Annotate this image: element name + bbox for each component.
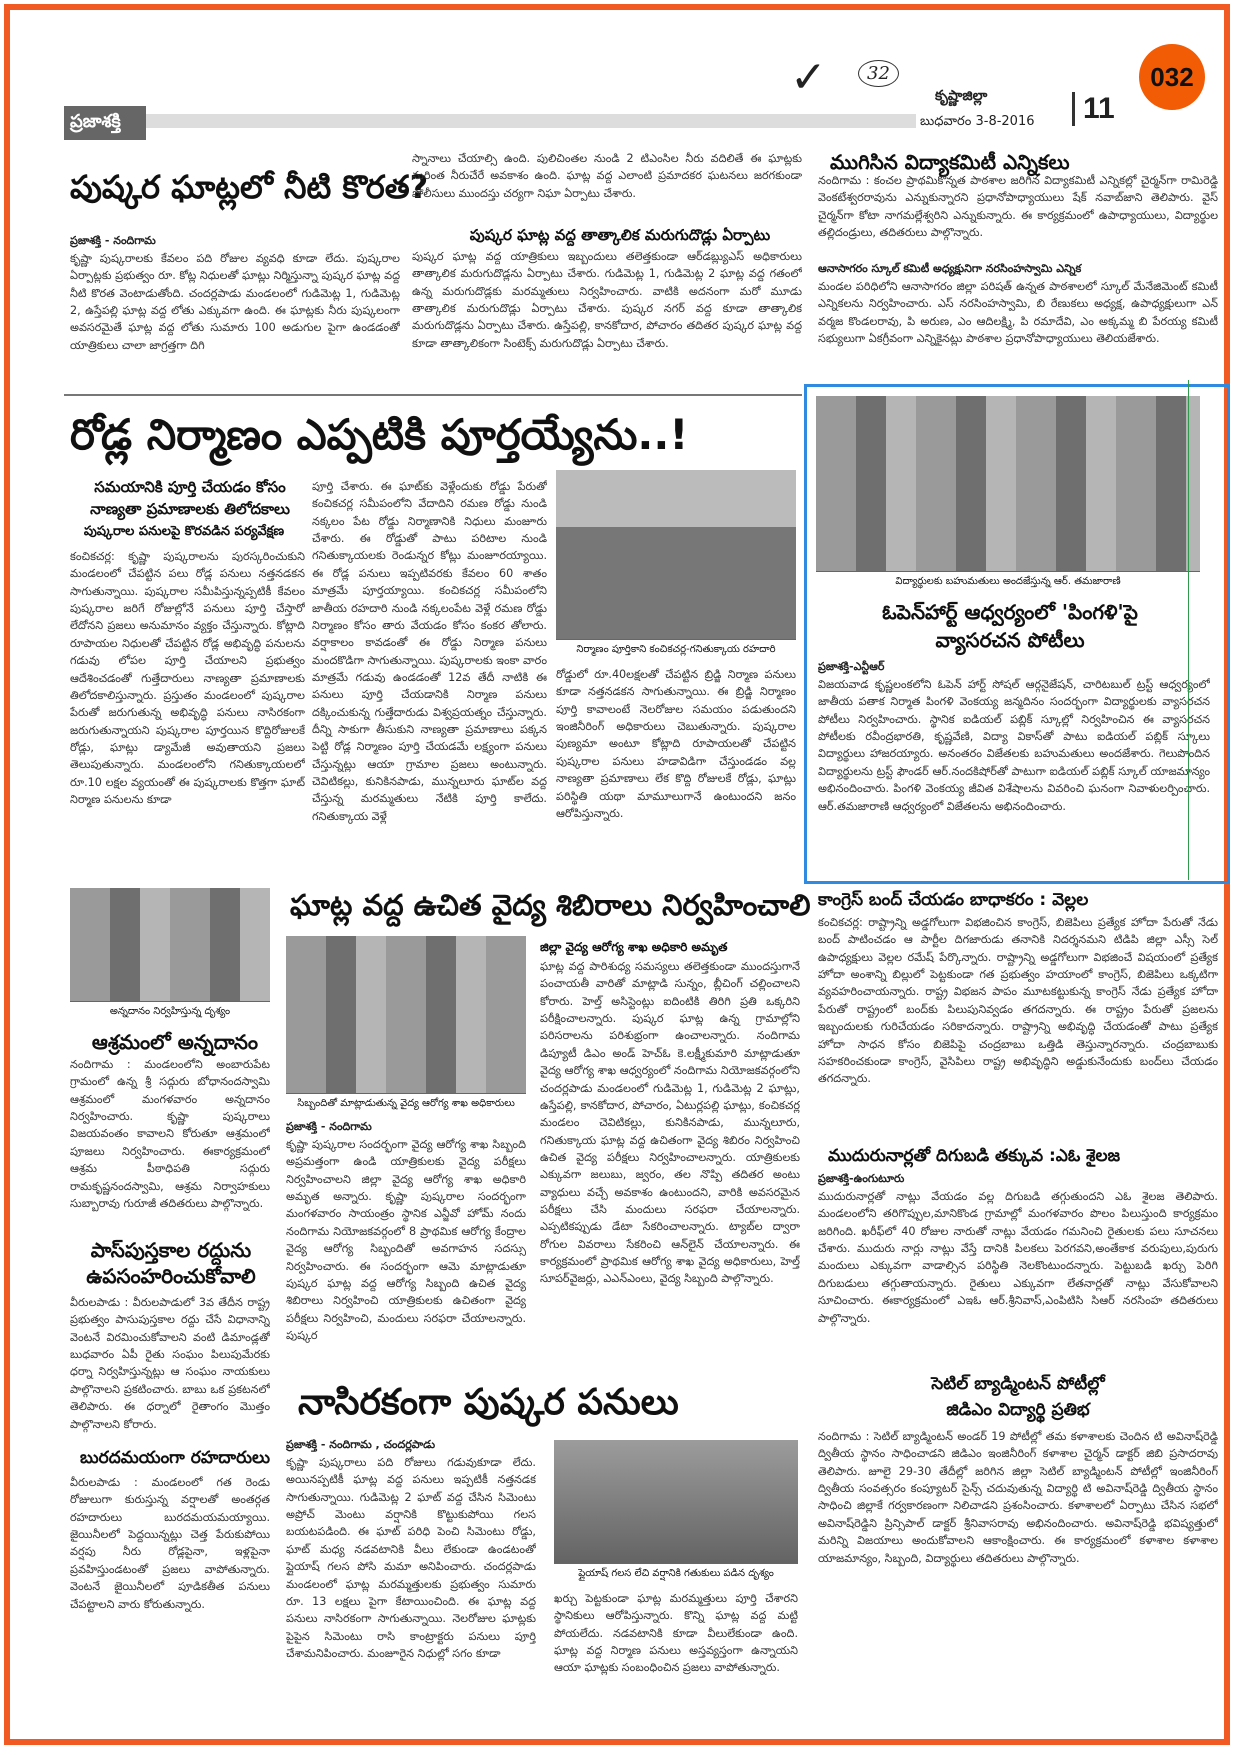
dateline: ప్రజాశక్తి-ఎన్టీఆర్ xyxy=(818,660,885,673)
article-body: నందిగామ : కంచల ప్రాథమికోన్నత పాఠశాల జరిగిన విద్యాకమిటీ ఎన్నికల్లో చైర్మన్‌గా రామిరెడ్డి వెంకటేశ్వరరావును ఎన్నుకున్నారని ప్రధానోపాధ్యాయులు షేక్ నవాబ్‌జాని తెలిపారు. వైస్ చైర్మన్‌గా కోటా నాగమల్లేశ్వరిని ఎన్నుకున్నారు. ఈ కార్యక్రమంలో ఉపాధ్యాయులు, విద్యార్థుల తల్లిదండ్రులు, తదితరులు పాల్గొన్నారు. xyxy=(818,174,1218,240)
dateline: ప్రజాశక్తి - నందిగామ xyxy=(70,234,156,247)
article-body: కంచికచర్ల: రాష్ట్రాన్ని అడ్డగోలుగా విభజించిన కాంగ్రెస్, బిజెపిలు ప్రత్యేక హోదా పేరుతో నేడు బంద్ పాటించడం ఆ పార్టీల దిగజారుడు తనానికి నిదర్శనమని టిడిపి జిల్లా ఎస్సీ సెల్ ఉపాధ్యక్షులు వెల్లల రమేష్ పేర్కొన్నారు. రాష్ట్రాన్ని అడ్డగోలుగా విభజించే విషయంలో ప్రత్యేక హోదా అంశాన్ని బిల్లులో పెట్టకుండా గత ప్రభుత్వం హయాంలో కాంగ్రెస్, బిజెపిలు ఒక్కటిగా వ్యవహరించాయన్నారు. రాష్ట్ర విభజన పాపం మూటకట్టుకున్న కాంగ్రెస్ నేడు ప్రత్యేక హోదా పేరుతో రాష్ట్రంలో బంద్‌కు పిలుపునివ్వడం తగదన్నారు. ఈ రాష్ట్రం పేరుతో ప్రజలను ఇబ్బందులకు గురిచేయడం సరికాదన్నారు. రాష్ట్రాన్ని అభివృద్ధి చేయడంతో పాటు ప్రత్యేక హోదా సాధన కోసం బిజెపిపై చంద్రబాబు ఒత్తిడి తెస్తున్నారన్నారు. చంద్రబాబుకు సహకరించకుండా కాంగ్రెస్, వైసిపిలు రాష్ట్ర అభివృద్ధిని అడ్డుకునేందుకు బంద్‌లు చేయడం తగదన్నారు. xyxy=(818,916,1218,1086)
deck-line: నాణ్యతా ప్రమాణాలకు తిలోదకాలు xyxy=(90,500,290,518)
masthead-district: కృష్ణాజిల్లా xyxy=(935,88,988,104)
divider xyxy=(64,394,802,396)
headline-badminton: సెటిల్ బ్యాడ్మింటన్ పోటీల్లో xyxy=(931,1374,1105,1394)
masthead-date: బుధవారం 3-8-2016 xyxy=(920,114,1035,129)
photo-caption: ప్లైయాష్ గలస లేచి వర్షానికి గతుకులు పడిన దృశ్యం xyxy=(554,1563,798,1584)
photo-caption: సిబ్బందితో మాట్లాడుతున్న వైద్య ఆరోగ్య శాఖ అధికారులు xyxy=(286,1093,526,1114)
dateline: ప్రజాశక్తి - నందిగామ , చందర్లపాడు xyxy=(286,1438,436,1451)
masthead-band xyxy=(146,114,916,128)
handwritten-number: 32 xyxy=(858,60,899,87)
sub-headline: పుష్కర ఘాట్ల వద్ద తాత్కాలిక మరుగుదొడ్లు ఏర్పాటు xyxy=(469,226,771,244)
headline-congress: కాంగ్రెస్ బంద్ చేయడం బాధాకరం : వెల్లల xyxy=(818,890,1089,910)
headline-essay: వ్యాసరచన పోటీలు xyxy=(935,628,1085,652)
dateline: ప్రజాశక్తి - నందిగామ xyxy=(286,1120,372,1133)
article-body: మండల పరిధిలోని ఆనాసాగరం జిల్లా పరిషత్ ఉన్నత పాఠశాలలో స్కూల్ మేనేజిమెంట్ కమిటీ ఎన్నికలను నిర్వహించారు. ఎస్ నరసింహస్వామి, బి రేణుకలు అధ్యక్ష, ఉపాధ్యక్షులుగా ఎన్ వర్మజ కొండలరావు, పి అరుణ, ఎం ఆదిలక్ష్మి, పి రమాదేవి, ఎం అక్కమ్మ బి పేరయ్య కమిటీ సభ్యులుగా ఏకగ్రీవంగా ఎన్నికైనట్లు పాఠశాల ప్రధానోపాధ్యాయులు తెలియజేశారు. xyxy=(818,280,1218,346)
dateline: ప్రజాశక్తి-ఉంగుటూరు xyxy=(818,1172,905,1185)
article-body: కంచికచర్ల: కృష్ణా పుష్కరాలను పురస్కరించుకుని మండలంలో చేపట్టిన పలు రోడ్ల పనులు నత్తనడకన సాగుతున్నాయి. పుష్కరాల సమీపిస్తున్నప్పటికీ కేవలం పుష్కరాల జరిగే రోజుల్లోనే పనులు పూర్తి చేస్తారో లేదోనని ప్రజలు అనుమానం వ్యక్తం చేస్తున్నారు. కోట్లాది రూపాయల నిధులతో చేపట్టిన రోడ్ల అభివృద్ధి పనులను గడువు లోపల పూర్తి చేయాలని ప్రభుత్వం ఆదేశించడంతో గుత్తేదారులు నాణ్యతా ప్రమాణాలకు తిలోదకాలిస్తున్నారు. ప్రస్తుతం మండలంలో పుష్కరాల పేరుతో జరుగుతున్న అభివృద్ధి పనులు నాసిరకంగా జరుగుతున్నాయని పుష్కరాల పూర్తయిన కొద్దిరోజులకే రోడ్లు, ఘాట్లు డ్యామేజీ అవుతాయని ప్రజలు తెలుపుతున్నారు. మండలంలోని గనితుక్కాయలలో రూ.10 లక్షల వ్యయంతో ఈ పుష్కరాలకు కొత్తగా ఘాట్ నిర్మాణ పనులను కూడా xyxy=(70,550,305,807)
deck-line: సమయానికి పూర్తి చేయడం కోసం xyxy=(94,478,286,496)
article-body: ఘాట్ల వద్ద పారిశుధ్య సమస్యలు తలెత్తకుండా ముందస్తుగానే పంచాయతీ వారితో మాట్లాడి సున్నం, బ్లీచింగ్ చల్లించాలని కోరారు. హెల్త్ అసిస్టెంట్లు ఐదింటికి తిరిగి ప్రతి ఒక్కరిని పరీక్షించాలన్నారు. పుష్కర ఘాట్ల ఉన్న గ్రామాల్లోని పరిసరాలను పరిశుభ్రంగా ఉంచాలన్నారు. నందిగామ డిప్యూటీ డిఎం అండ్ హెచ్‌ఓ కె.లక్ష్మీకుమారి మాట్లాడుతూ వైద్య ఆరోగ్య శాఖ ఆధ్వర్యంలో నందిగామ నియోజకవర్గంలోని చందర్లపాడు మండలంలో గుడిమెట్ల 1, గుడిమెట్ల 2 ఘాట్లు, ఉస్తేపల్లి, కానకోదార, పోచారం, ఏటుర్లపల్లి ఘాట్లు, కంచికచర్ల మండలం చెవిటికల్లు, కునికినపాడు, మున్నలూరు, గనితుక్కాయ ఘాట్ల వద్ద ఉచితంగా వైద్య శిబిరం నిర్వహించి ఉచిత వైద్య పరీక్షలు నిర్వహించాలన్నారు. యాత్రికులకు ఎక్కువగా జలుబు, జ్వరం, తల నొప్పి తదితర అంటు వ్యాధులు వచ్చే అవకాశం ఉంటుందని, వారికి అవసరమైన పరీక్షలు చేసి మందులు సరఫరా చేయాలన్నారు. ఎప్పటికప్పుడు డేటా సేకరించాలన్నారు. ట్యాబ్‌ల ద్వారా రోగుల వివరాలు సేకరించి ఆన్‌లైన్ చేయాలన్నారు. ఈ కార్యక్రమంలో ప్రాథమిక ఆరోగ్య శాఖ వైద్య అధికారులు, హెల్త్ సూపర్‌వైజర్లు, ఎఎన్ఎంలు, వైద్య సిబ్బంది పాల్గొన్నారు. xyxy=(540,960,800,1286)
annadanam-photo xyxy=(70,888,270,1022)
article-body: స్నానాలు చేయాల్సి ఉంది. పులిచింతల నుండి 2 టిఎంసిల నీరు వదిలితే ఈ ఘాట్లకు మరింత నీరుచేరే అవకాశం ఉంది. ఘాట్ల వద్ద ఎలాంటి ప్రమాదకర ఘటనలు జరగకుండా పోలీసులు ముందస్తు చర్యగా నిఘా ఏర్పాటు చేశారు. xyxy=(412,152,802,200)
deck-line: పుష్కరాల పనులపై కొరవడిన పర్యవేక్షణ xyxy=(83,524,285,539)
sub-headline: ఆనాసాగరం స్కూల్ కమిటీ అధ్యక్షునిగా నరసింహస్వామి ఎన్నిక xyxy=(818,262,1082,275)
article-body: కృష్ణా పుష్కరాలు పది రోజులు గడువుకూడా లేదు. అయినప్పటికీ ఘాట్ల వద్ద పనులు ఇప్పటికీ నత్తనడక సాగుతున్నాయి. గుడిమెట్ల 2 ఘాట్ వద్ద చేసిన సిమెంటు అప్రోచ్ మెంటు వర్షానికి కొట్టుకుపోయి గలస బయటపడింది. ఈ ఘాట్ పరిధి పెంచి సిమెంటు రోడ్డు, ఘాట్ మధ్య నడవటానికి వీలు లేకుండా ఉండటంతో ప్లైయాష్ గలస పోసి మమా అనిపించారు. చందర్లపాడు మండలంలో ఘాట్ల మరమ్మత్తులకు ప్రభుత్వం సుమారు రూ. 13 లక్షలు పైగా కేటాయించింది. ఈ ఘాట్ల వద్ద పనులు నాసిరకంగా సాగుతున్నాయి. నెలరోజుల ఘాట్లకు పైపైన సిమెంటు రాసి కాంట్రాక్టరు పనులు పూర్తి చేశామనిపించారు. మంజూరైన నిధుల్లో సగం కూడా xyxy=(286,1456,536,1660)
article-body: ఖర్చు పెట్టకుండా ఘాట్ల మరమ్మత్తులు పూర్తి చేశారని స్థానికులు ఆరోపిస్తున్నారు. కొన్ని ఘాట్ల వద్ద మట్టి పోయలేదు. నడవటానికి కూడా వీలులేకుండా ఉంది. ఘాట్ల వద్ద నిర్మాణ పనులు అస్తవ్యస్తంగా ఉన్నాయని ఆయా ఘాట్లకు సంబంధించిన ప్రజలు వాపోతున్నారు. xyxy=(554,1592,798,1675)
headline-poor-quality: నాసిరకంగా పుష్కర పనులు xyxy=(298,1382,679,1423)
article-body: పుష్కర ఘాట్ల వద్ద యాత్రికులు ఇబ్బందులు తలెత్తకుండా ఆర్‌డబ్ల్యుఎస్ అధికారులు తాత్కాలిక మరుగుదొడ్లను ఏర్పాటు చేశారు. గుడిమెట్ల 1, గుడిమెట్ల 2 ఘాట్ల వద్ద గతంలో ఉన్న మరుగుదొడ్లకు మరమ్మతులు నిర్వహించారు. వాటికి అదనంగా మరో మూడు తాత్కాలిక మరుగుదొడ్లు ఏర్పాటు చేశారు. పుష్కర నగర్ వద్ద కూడా తాత్కాలిక మరుగుదొడ్లను ఏర్పాటు చేశారు. ఉస్తేపల్లి, కానకోదార, పోచారం తదితర పుష్కర ఘాట్ల వద్ద కూడా తాత్కాలికంగా సింటెక్స్ మరుగుదొడ్లు ఏర్పాటు చేశారు. xyxy=(412,250,802,350)
handwritten-check-icon: ✓ xyxy=(790,52,827,103)
article-body: కృష్ణా పుష్కరాలకు కేవలం పది రోజుల వ్యవధి కూడా లేదు. పుష్కరాల ఏర్పాట్లకు ప్రభుత్వం రూ. కోట్ల నిధులతో ఘాట్లు నిర్మిస్తున్నా పుష్కర ఘాట్ల వద్ద నీటి కొరత వెంటాడుతోంది. చందర్లపాడు మండలంలో గుడిమెట్ల 1, గుడిమెట్ల 2, ఉస్తేపల్లి ఘాట్ల వద్ద లోతు ఎక్కువగా ఉంది. ఈ ఘాట్లకు నీరు పుష్కలంగా అవసరమైతే ఘాట్ల వద్ద లోతు సుమారు 100 అడుగుల పైగా ఉండడంతో యాత్రికులు చాలా జాగ్రత్తగా దిగి xyxy=(70,252,400,352)
headline-roads: రోడ్ల నిర్మాణం ఎప్పటికి పూర్తయ్యేను..! xyxy=(70,410,689,459)
article-body: విజయవాడ కృష్ణలంకలోని ఓపెన్ హార్ట్ సోషల్ ఆర్గనైజేషన్, చారిటబుల్ ట్రస్ట్ ఆధ్వర్యంలో జాతీయ పతాక నిర్మాత పింగళి వెంకయ్య జన్మదినం సందర్భంగా విద్యార్థులకు వ్యాసరచన పోటీలు నిర్వహించారు. స్థానిక ఐడియల్ పబ్లిక్ స్కూల్లో నిర్వహించిన ఈ వ్యాసరచన పోటీలకు రవీంద్రభారతి, కృష్ణవేణి, విద్యా వికాస్‌తో పాటు ఐడియల్ పబ్లిక్ స్కూలు విద్యార్థులు హాజరయ్యారు. అనంతరం విజేతలకు బహుమతులు అందజేశారు. గెలుపొందిన విద్యార్థులను ట్రస్ట్ ఫౌండర్ ఆర్.నందకిషోర్‌తో పాటుగా ఐడియల్ పబ్లిక్ స్కూల్ యాజమాన్యం అభినందించారు. పింగళి వెంకయ్య జీవిత విశేషాలను వివరించి ఘనంగా నివాళులర్పించారు. ఆర్.తమజారాణి ఆధ్వర్యంలో విజేతలను అభినందించారు. xyxy=(818,678,1210,813)
headline-essay: ఓపెన్‌హార్ట్ ఆధ్వర్యంలో 'పింగళి'పై xyxy=(882,600,1138,624)
headline-annadanam: ఆశ్రమంలో అన్నదానం xyxy=(91,1030,259,1054)
article-body: ముదురునార్లతో నాట్లు వేయడం వల్ల దిగుబడి తగ్గుతుందని ఎఓ శైలజ తెలిపారు. మండలంలోని తరిగొప్పుల,మానికొండ గ్రామాల్లో మంగళవారం పొలం పిలుస్తుంది కార్యక్రమం జరిగింది. ఖరీఫ్‌లో 40 రోజుల నారుతో నాట్లు వేయడం గమనించి రైతులకు పలు సూచనలు చేశారు. ముదురు నార్లు నాట్లు వేస్తే దానికి పిలకలు పెరగవని,అంతేకాక వరుపులు,పురుగు మందులు ఎక్కువగా వాడాల్సిన పరిస్థితి నెలకొంటుందన్నారు. పెట్టుబడి ఖర్చు పెరిగి దిగుబడులు తగ్గుతాయన్నారు. రైతులు ఎక్కువగా లేతనార్లతో నాట్లు వేసుకోవాలని సూచించారు. ఈకార్యక్రమంలో ఎఇఓ ఆర్.శ్రీనివాస్,ఎంపిటిసి సిఆర్ నరసింహ తదితరులు పాల్గొన్నారు. xyxy=(818,1190,1218,1325)
article-body: కృష్ణా పుష్కరాల సందర్భంగా వైద్య ఆరోగ్య శాఖ సిబ్బంది అప్రమత్తంగా ఉండి యాత్రికులకు వైద్య పరీక్షలు నిర్వహించాలని జిల్లా వైద్య ఆరోగ్య శాఖ అధికారి అమృత అన్నారు. కృష్ణా పుష్కరాల సందర్భంగా మంగళవారం సాయంత్రం స్థానిక ఎన్జీవో హోమ్ నందు నందిగామ నియోజకవర్గంలో 8 ప్రాథమిక ఆరోగ్య కేంద్రాల వైద్య ఆరోగ్య సిబ్బందితో అవగాహన సదస్సు నిర్వహించారు. ఈ సందర్భంగా ఆమె మాట్లాడుతూ పుష్కర ఘాట్ల వద్ద ఆరోగ్య సిబ్బంది ఉచిత వైద్య శిబిరాలు నిర్వహించి యాత్రికులకు ఉచితంగా వైద్య పరీక్షలు నిర్వహించి, మందులు సరఫరా చేయాలన్నారు. పుష్కర xyxy=(286,1138,526,1342)
headline-yield: ముదురునార్లతో దిగుబడి తక్కువ :ఎఓ శైలజ xyxy=(828,1146,1121,1166)
page-stamp-badge: 032 xyxy=(1139,44,1205,110)
article-body: నందిగామ : సెటిల్ బ్యాడ్మింటన్ అండర్ 19 పోటీల్లో తమ కళాశాలకు చెందిన టి అవినాష్‌రెడ్డి ద్వితీయ స్థానం సాధించాడని జిడిఎం ఇంజినీరింగ్ కళాశాల చైర్మన్ డాక్టర్ జిబి ప్రసాదరావు తెలిపారు. జూలై 29-30 తేదీల్లో జరిగిన జిల్లా సెటిల్ బ్యాడ్మింటన్ పోటీల్లో ఇంజినీరింగ్ ద్వితీయ సంవత్సరం కంప్యూటర్ సైన్స్ చదువుతున్న విద్యార్థి టి అవినాష్‌రెడ్డి ద్వితీయ స్థానం సాధించి జిల్లాకే గర్వకారణంగా నిలిచాడని ప్రశంసించారు. కళాశాలలో ఏర్పాటు చేసిన సభలో అవినాష్‌రెడ్డిని ప్రిన్సిపాల్ డాక్టర్ శ్రీనివాసరావు అభినందించారు. అవినాష్‌రెడ్డి భవిష్యత్తులో మరిన్ని విజయాలు అందుకోవాలని ఆకాంక్షించారు. ఈ కార్యక్రమంలో కళాశాల కళాశాల యాజమాన్యం, సిబ్బంది, విద్యార్థులు తదితరులు పాల్గొన్నారు. xyxy=(818,1430,1218,1565)
article-body: నందిగామ : మండలంలోని అంబారుపేట గ్రామంలో ఉన్న శ్రీ సద్గురు బోధానందస్వామి ఆశ్రమంలో మంగళవారం అన్నదానం నిర్వహించారు. కృష్ణా పుష్కరాలు విజయవంతం కావాలని కోరుతూ ఆశ్రమంలో పూజలు నిర్వహించారు. ఈకార్యక్రమంలో ఆశ్రమ పీఠాధిపతి సద్గురు రామకృష్ణనందస్వామి, ఆశ్రమ నిర్వాహకులు సుబ్బారావు గురూజీ తదితరులు పాల్గొన్నారు. xyxy=(70,1058,270,1210)
road-photo xyxy=(556,470,796,660)
article-body: రోడ్డులో రూ.40లక్షలతో చేపట్టిన బ్రిడ్జి నిర్మాణ పనులు కూడా నత్తనడకన సాగుతున్నాయి. ఈ బ్రిడ్జి నిర్మాణం పూర్తి కావాలంటే నెలరోజుల సమయం పడుతుందని ఇంజినీరింగ్ అధికారులు చెబుతున్నారు. పుష్కరాల పుణ్యమా అంటూ కోట్లాది రూపాయలతో చేపట్టిన పుష్కరాల పనులు హడావిడిగా చేస్తుండడం వల్ల నాణ్యతా ప్రమాణాలు లేక కొద్ది రోజులకే రోడ్లు, ఘాట్లు పరిస్థితి యథా మామూలుగానే ఉంటుందని జనం ఆరోపిస్తున్నారు. xyxy=(556,668,796,820)
article-body: పూర్తి చేశారు. ఈ ఘాట్‌కు వెళ్లేందుకు రోడ్డు పేరుతో కంచికచర్ల సమీపంలోని వేదాదిని రమణ రోడ్డు నుండి నక్కలం పేట రోడ్డు నిర్మాణానికి నిధులు మంజూరు చేశారు. ఈ రోడ్డుతో పాటు పరిటాల నుండి గనితుక్కాయలకు రెండున్నర కోట్లు మంజూరయ్యాయి. ఈ రోడ్ల పనులు ఇప్పటివరకు కేవలం 60 శాతం మాత్రమే పూర్తయ్యాయి. కంచికచర్ల సమీపంలోని జాతీయ రహదారి నుండి నక్కలంపేట వెళ్లే రమణ రోడ్డు నిర్మాణం కోసం తారు వేయడం కోసం కంకర తోలారు. వర్షాకాలం కావడంతో ఈ రోడ్డు నిర్మాణ పనులు మందకొడిగా సాగుతున్నాయి. పుష్కరాలకు ఇంకా వారం మాత్రమే గడువు ఉండడంతో 12వ తేదీ నాటికి ఈ పనులు పూర్తి చేయడానికి నిర్మాణ పనులు దక్కించుకున్న గుత్తేదారుడు విశ్వప్రయత్నం చేస్తున్నారు. దీన్ని సాకుగా తీసుకుని నాణ్యతా ప్రమాణాలు పక్కన పెట్టి రోడ్ల నిర్మాణం పూర్తి చేయడమే లక్ష్యంగా పనులు చేస్తున్నట్లు ఆయా గ్రామాల ప్రజలు అంటున్నారు. చెవిటికల్లు, కునికినపాడు, మున్నలూరు ఘాట్‌ల వద్ద చేస్తున్న మరమ్మతులు నేటికి పూర్తి కాలేదు. గనితుక్కాయ వెళ్లే xyxy=(312,480,547,823)
photo-caption: అన్నదానం నిర్వహిస్తున్న దృశ్యం xyxy=(70,1001,270,1022)
masthead-logo: ప్రజాశక్తి xyxy=(64,106,146,140)
headline-badminton: జిడిఎం విద్యార్థి ప్రతిభ xyxy=(946,1400,1090,1420)
article-body: వీరులపాడు : మండలంలో గత రెండు రోజులుగా కురుస్తున్న వర్షాలతో అంతర్గత రహదారులు బురదమయమయ్యాయి. జైయినీలలో పెద్దయిన్నట్లు చెత్త పేరుకుపోయి వర్షపు నీరు రోడ్లపైనా, ఇళ్లపైనా ప్రవహిస్తుండటంతో ప్రజలు వాపోతున్నారు. వెంటనే జైయినీలలో పూడికతీత పనులు చేపట్టాలని వారు కోరుతున్నారు. xyxy=(70,1476,270,1611)
headline-textbooks: పాస్‌పుస్తకాల రద్దును xyxy=(90,1238,252,1262)
photo-caption: విద్యార్థులకు బహుమతులు అందజేస్తున్న ఆర్. తమజారాణి xyxy=(816,571,1200,592)
headline-pushkar-water: పుష్కర ఘాట్లలో నీటి కొరత? xyxy=(70,168,429,206)
ghat-photo xyxy=(554,1440,798,1584)
health-camp-photo xyxy=(286,936,526,1114)
headline-textbooks: ఉపసంహరించుకోవాలి xyxy=(86,1264,256,1288)
masthead-page-number: 11 xyxy=(1072,92,1115,126)
headline-health-camp: ఘాట్ల వద్ద ఉచిత వైద్య శిబిరాలు నిర్వహించాలి xyxy=(290,888,811,922)
sub-headline: జిల్లా వైద్య ఆరోగ్య శాఖ అధికారి అమృత xyxy=(540,940,728,954)
headline-committee: ముగిసిన విద్యాకమిటీ ఎన్నికలు xyxy=(830,150,1070,174)
pen-mark xyxy=(1188,380,1189,880)
article-body: వీరులపాడు : వీరులపాడులో 3వ తేదీన రాష్ట్ర ప్రభుత్వం పాసుపుస్తకాల రద్దు చేసే విధానాన్ని వెంటనే విరమించుకోవాలని వంటి డిమాండ్లతో బుధవారం ఏపీ రైతు సంఘం పిలుపుమేరకు ధర్నా నిర్వహిస్తున్నట్లు ఆ సంఘం నాయకులు పాల్గొనాలని ప్రకటించారు. బాబు ఒక ప్రకటనలో తెలిపారు. ఈ ధర్నాలో రైతాంగం మొత్తం పాల్గొనాలని కోరారు. xyxy=(70,1296,270,1431)
highlight-box xyxy=(804,384,1230,884)
photo-caption: నిర్మాణం పూర్తికాని కంచికచర్ల-గనితుక్కాయ రహదారి xyxy=(556,639,796,660)
headline-muddy-road: బురదమయంగా రహదారులు xyxy=(80,1448,270,1468)
